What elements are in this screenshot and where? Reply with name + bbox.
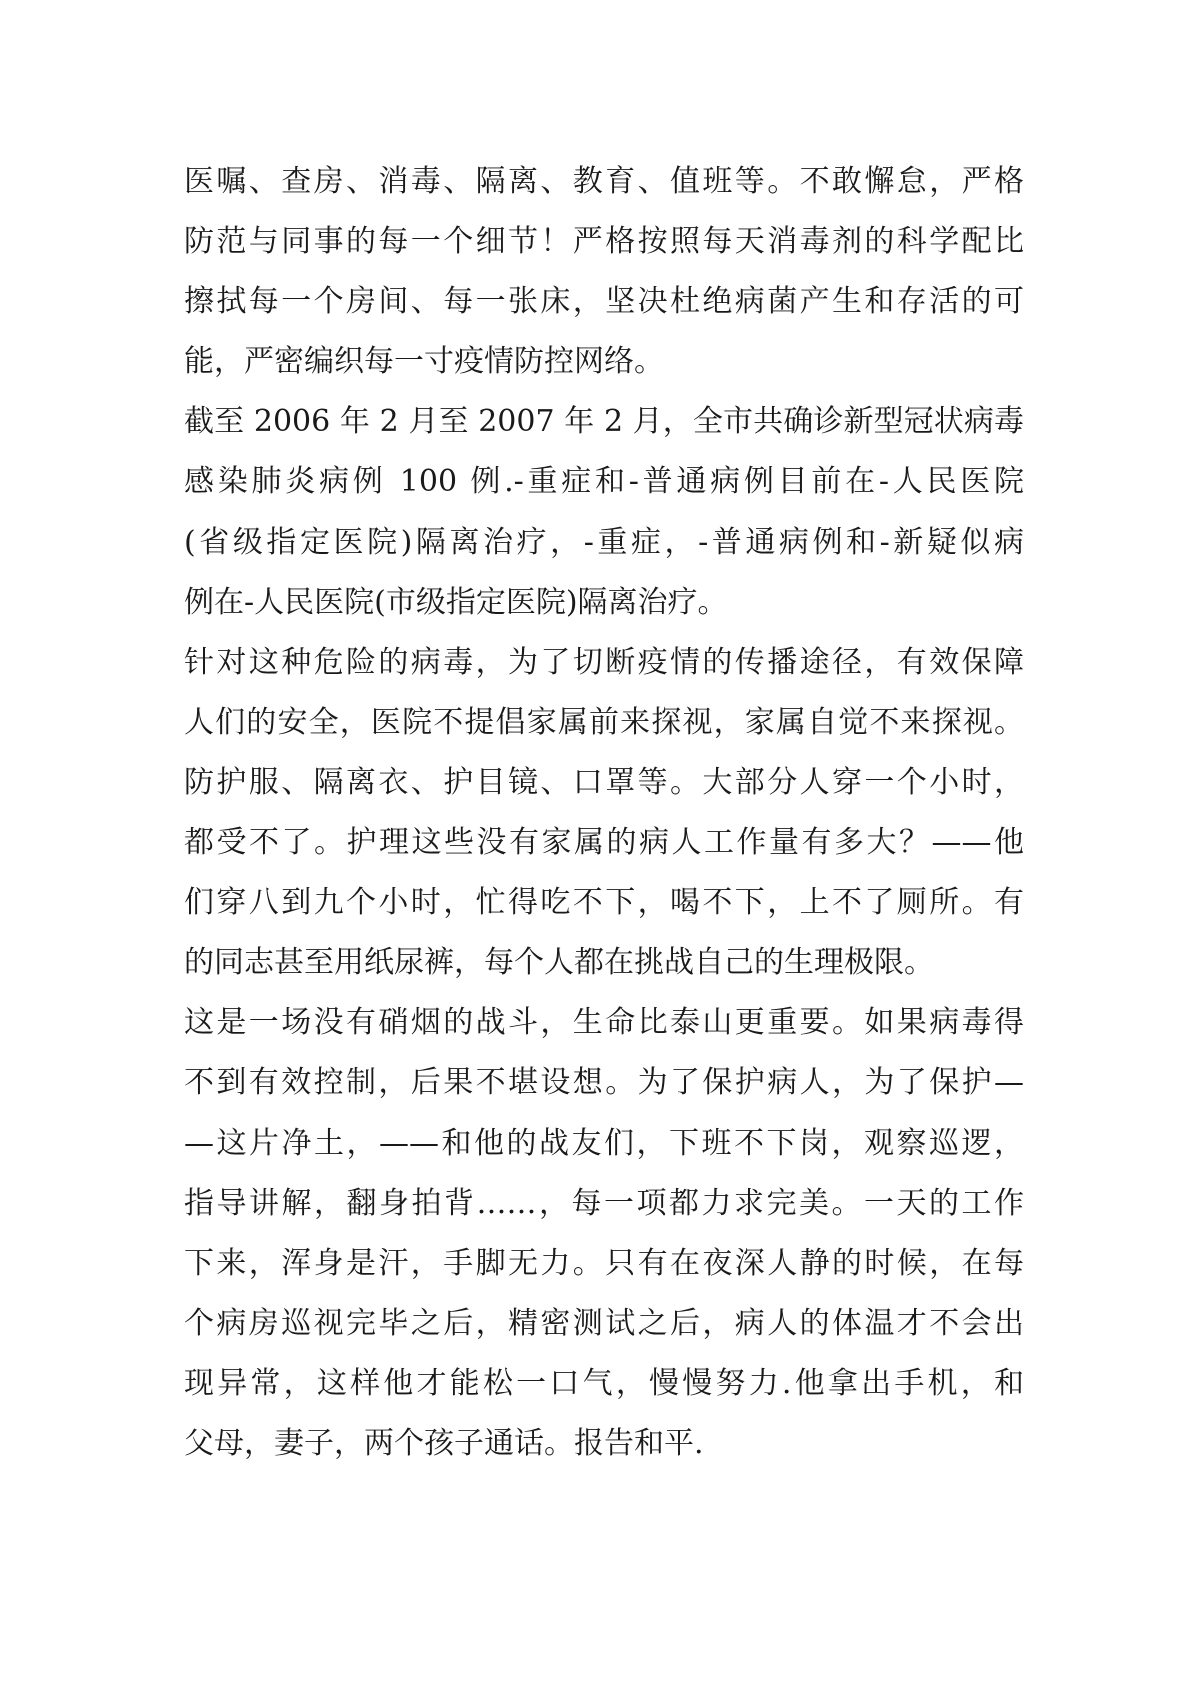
text-line: 的同志甚至用纸尿裤，每个人都在挑战自己的生理极限。	[184, 945, 934, 981]
text-line: 指导讲解，翻身拍背……，每一项都力求完美。一天的工作	[184, 1185, 1024, 1221]
text-line: 们穿八到九个小时，忙得吃不下，喝不下，上不了厕所。有	[184, 885, 1024, 921]
paragraph-3	[184, 633, 1024, 994]
text-line: 人们的安全，医院不提倡家属前来探视，家属自觉不来探视。	[184, 704, 1024, 740]
text-line: 这是一场没有硝烟的战斗，生命比泰山更重要。如果病毒得	[184, 1005, 1024, 1041]
document-body	[184, 152, 1024, 1474]
text-line: 截至 2006 年 2 月至 2007 年 2 月，全市共确诊新型冠状病毒	[184, 404, 1024, 440]
text-line: —这片净土，——和他的战友们，下班不下岗，观察巡逻，	[184, 1125, 1024, 1161]
text-line: 针对这种危险的病毒，为了切断疫情的传播途径，有效保障	[184, 644, 1024, 680]
paragraph-4	[184, 993, 1024, 1474]
paragraph-1	[184, 152, 1024, 392]
text-line: 下来，浑身是汗，手脚无力。只有在夜深人静的时候，在每	[184, 1245, 1024, 1281]
text-line: 都受不了。护理这些没有家属的病人工作量有多大？——他	[184, 825, 1024, 861]
text-line: (省级指定医院)隔离治疗，-重症，-普通病例和-新疑似病	[184, 524, 1024, 560]
text-line: 防护服、隔离衣、护目镜、口罩等。大部分人穿一个小时，	[184, 764, 1024, 800]
text-line: 感染肺炎病例 100 例.-重症和-普通病例目前在-人民医院	[184, 464, 1024, 500]
text-line: 擦拭每一个房间、每一张床，坚决杜绝病菌产生和存活的可	[184, 284, 1024, 320]
text-line: 父母，妻子，两个孩子通话。报告和平.	[184, 1425, 704, 1461]
paragraph-2	[184, 392, 1024, 632]
text-line: 现异常，这样他才能松一口气，慢慢努力.他拿出手机，和	[184, 1365, 1024, 1401]
text-line: 防范与同事的每一个细节！严格按照每天消毒剂的科学配比	[184, 224, 1024, 260]
text-line: 能，严密编织每一寸疫情防控网络。	[184, 344, 664, 380]
text-line: 例在-人民医院(市级指定医院)隔离治疗。	[184, 584, 728, 620]
text-line: 个病房巡视完毕之后，精密测试之后，病人的体温才不会出	[184, 1305, 1024, 1341]
text-line: 不到有效控制，后果不堪设想。为了保护病人，为了保护—	[184, 1065, 1024, 1101]
text-line: 医嘱、查房、消毒、隔离、教育、值班等。不敢懈怠，严格	[184, 164, 1024, 199]
